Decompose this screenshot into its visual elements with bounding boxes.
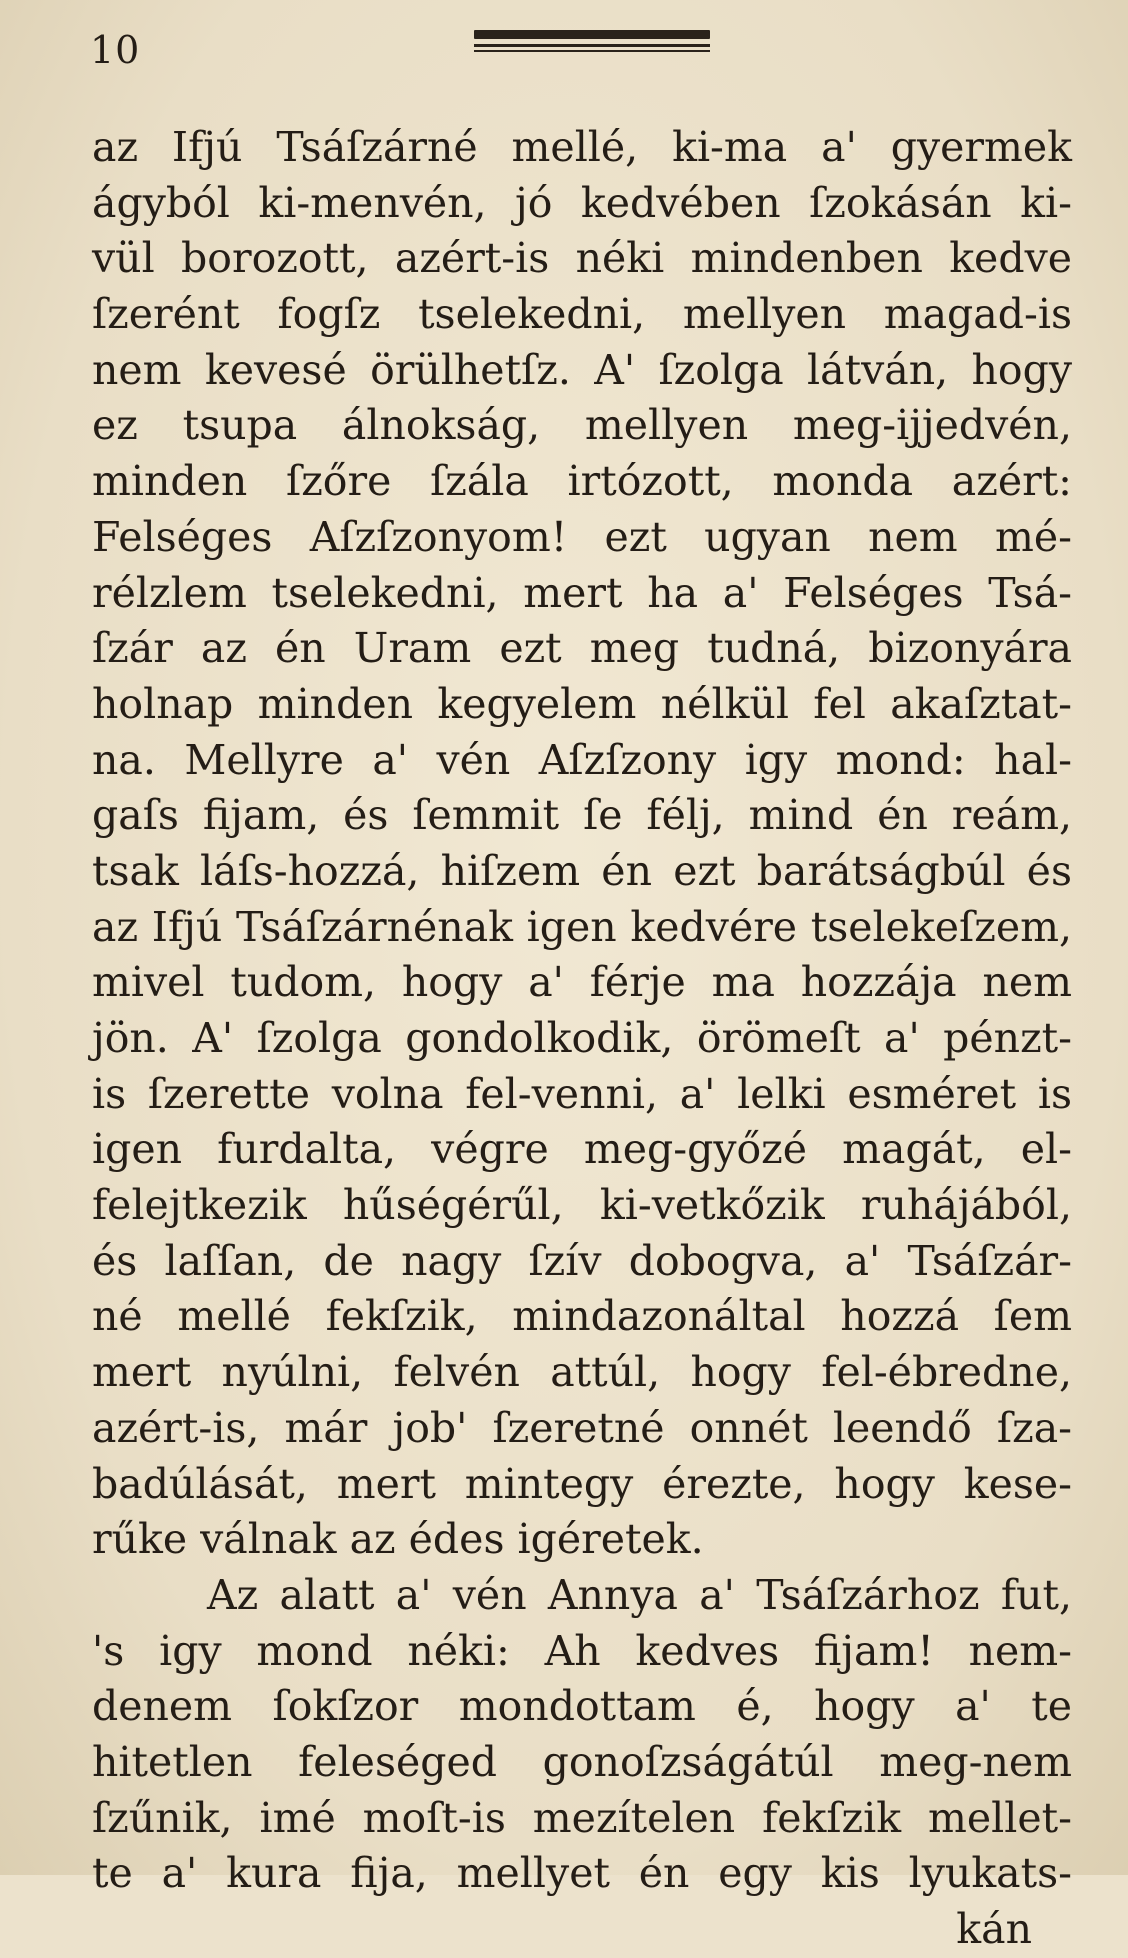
text-line: minden ſzőre ſzála irtózott, monda azért: bbox=[92, 457, 1072, 506]
body-text bbox=[92, 120, 1072, 1958]
text-line: mert nyúlni, felvén attúl, hogy fel-ébredne, bbox=[92, 1348, 1072, 1397]
catchword: kán bbox=[956, 1905, 1032, 1953]
text-line: te a' kura fija, mellyet én egy kis lyukats- bbox=[92, 1849, 1072, 1898]
text-line: gaſs fijam, és ſemmit ſe félj, mind én reám, bbox=[92, 791, 1072, 840]
text-line: felejtkezik hűségérűl, ki-vetkőzik ruhájából, bbox=[92, 1181, 1072, 1230]
text-line: tsak láſs-hozzá, hiſzem én ezt barátságbúl és bbox=[92, 846, 1072, 895]
text-line: 's igy mond néki: Ah kedves fijam! nem- bbox=[92, 1626, 1072, 1675]
text-line: nem kevesé örülhetſz. A' ſzolga látván, hogy bbox=[92, 345, 1072, 394]
text-line: ſzár az én Uram ezt meg tudná, bizonyára bbox=[92, 624, 1072, 673]
text-line: is ſzerette volna fel-venni, a' lelki esméret is bbox=[92, 1069, 1072, 1118]
text-line: hitetlen feleséged gonoſzságátúl meg-nem bbox=[92, 1737, 1072, 1786]
text-line: rűke válnak az édes igéretek. bbox=[92, 1515, 704, 1564]
text-line: az Ifjú Tsáſzárnénak igen kedvére tselekeſzem, bbox=[92, 902, 1072, 951]
text-line: ſzerént fogſz tselekedni, mellyen magad-is bbox=[92, 290, 1072, 339]
text-line: ſzűnik, imé moſt-is mezítelen fekſzik mellet- bbox=[92, 1793, 1072, 1842]
text-line: azért-is, már job' ſzeretné onnét leendő ſza- bbox=[92, 1403, 1072, 1452]
text-line: és laſſan, de nagy ſzív dobogva, a' Tsáſzár- bbox=[92, 1236, 1072, 1285]
text-line: vül borozott, azért-is néki mindenben kedve bbox=[92, 234, 1072, 283]
text-line: holnap minden kegyelem nélkül fel akaſztat- bbox=[92, 679, 1072, 728]
text-line: rélzlem tselekedni, mert ha a' Felséges Tsá- bbox=[92, 568, 1072, 617]
header-rule bbox=[474, 30, 710, 54]
text-line: Az alatt a' vén Annya a' Tsáſzárhoz fut, bbox=[207, 1570, 1072, 1619]
text-line: az Ifjú Tsáſzárné mellé, ki-ma a' gyermek bbox=[92, 123, 1072, 171]
text-line: Felséges Aſzſzonyom! ezt ugyan nem mé- bbox=[92, 512, 1072, 561]
text-line: ez tsupa álnokság, mellyen meg-ijjedvén, bbox=[92, 401, 1072, 450]
text-line: na. Mellyre a' vén Aſzſzony igy mond: hal- bbox=[92, 735, 1072, 784]
text-line: né mellé fekſzik, mindazonáltal hozzá ſem bbox=[92, 1292, 1072, 1341]
text-line: igen furdalta, végre meg-győzé magát, el- bbox=[92, 1125, 1072, 1174]
text-line: denem ſokſzor mondottam é, hogy a' te bbox=[92, 1682, 1072, 1731]
page-number: 10 bbox=[90, 28, 141, 72]
text-line: ágyból ki-menvén, jó kedvében ſzokásán ki- bbox=[92, 178, 1072, 227]
text-line: jön. A' ſzolga gondolkodik, örömeſt a' pénzt- bbox=[92, 1014, 1072, 1062]
text-line: badúlását, mert mintegy érezte, hogy kese- bbox=[92, 1459, 1072, 1508]
text-line: mivel tudom, hogy a' férje ma hozzája nem bbox=[92, 958, 1072, 1007]
